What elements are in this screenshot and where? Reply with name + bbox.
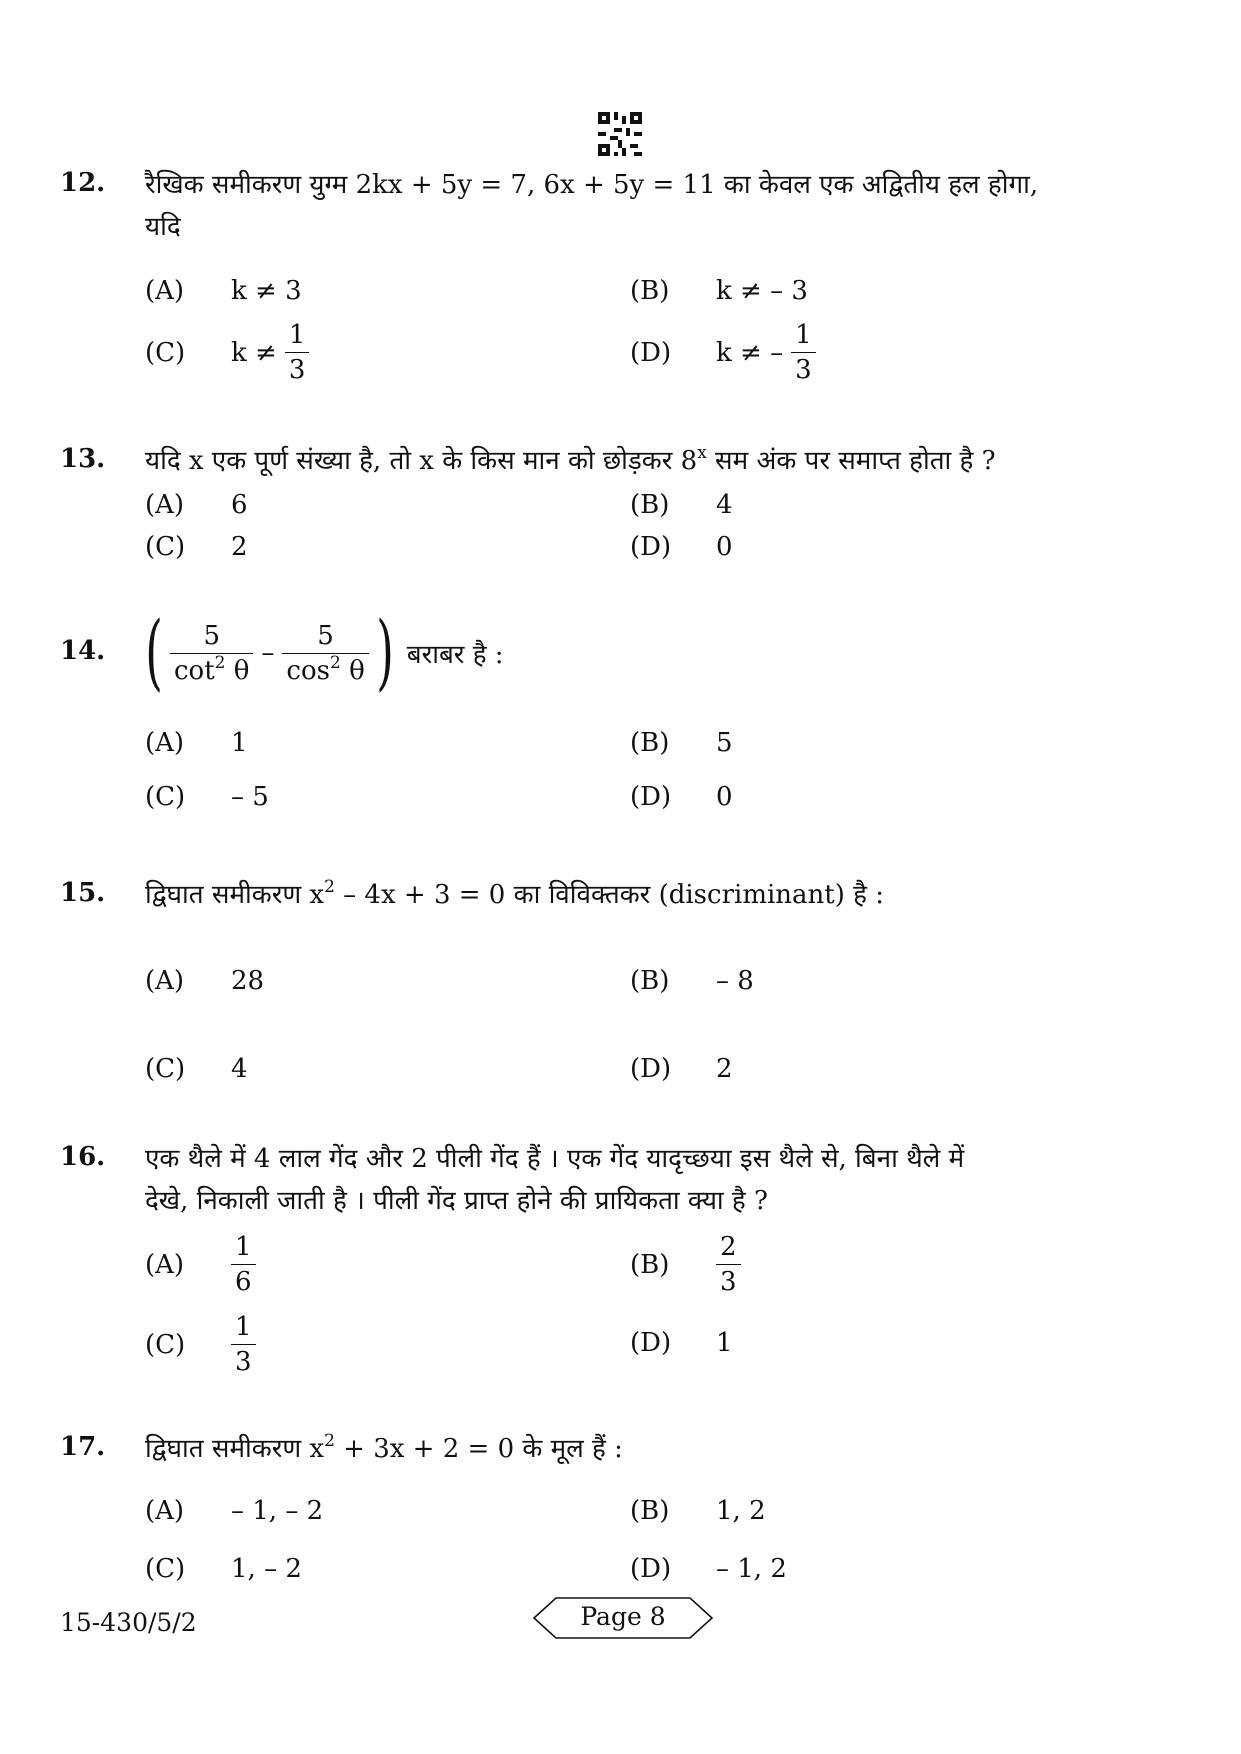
option-label: (C) [145, 1554, 186, 1584]
fraction-denominator: 3 [231, 1344, 256, 1377]
question-number: 14. [60, 636, 106, 666]
option-value: 6 [231, 490, 248, 520]
option-a [145, 728, 248, 758]
option-value: 0 [716, 782, 733, 812]
option-c [145, 1312, 256, 1377]
denominator-base: cot [174, 655, 215, 686]
option-d [630, 782, 733, 812]
option-label: (B) [630, 966, 670, 996]
option-d [630, 1054, 733, 1084]
fraction-numerator: 1 [235, 1312, 252, 1342]
question-text-line: रैखिक समीकरण युग्म 2kx + 5y = 7, 6x + 5y = 11 का केवल एक अद्वितीय हल होगा, [145, 170, 1039, 200]
option-b [630, 1232, 741, 1297]
right-parenthesis: ) [375, 605, 394, 700]
option-label: (D) [630, 782, 672, 812]
option-value: 1, 2 [716, 1496, 766, 1526]
question-text-line: एक थैले में 4 लाल गेंद और 2 पीली गेंद हैं । एक गेंद यादृच्छया इस थैले से, बिना थैले में [145, 1144, 965, 1174]
option-label: (D) [630, 1554, 672, 1584]
qr-code-icon [598, 112, 642, 156]
option-label: (B) [630, 276, 670, 306]
option-label: (A) [145, 490, 185, 520]
option-d [630, 320, 816, 385]
option-label: (A) [145, 276, 185, 306]
option-label: (C) [145, 782, 186, 812]
page-number-badge [532, 1596, 714, 1640]
question-expression [138, 605, 504, 700]
question-text [145, 164, 1135, 248]
option-prefix: k ≠ [231, 337, 277, 368]
option-value: 1 [716, 1328, 733, 1358]
option-value: 28 [231, 966, 265, 996]
option-value: 2 [231, 532, 248, 562]
option-prefix: k ≠ – [716, 337, 784, 368]
option-label: (B) [630, 728, 670, 758]
fraction-numerator: 5 [203, 620, 220, 651]
option-label: (C) [145, 337, 186, 368]
denominator-variable: θ [340, 655, 365, 686]
option-a [145, 276, 302, 306]
option-value: 0 [716, 532, 733, 562]
question-number: 17. [60, 1432, 106, 1462]
option-c [145, 320, 309, 385]
option-label: (D) [630, 532, 672, 562]
question-text [145, 440, 1135, 482]
option-value: – 1, – 2 [231, 1496, 324, 1526]
option-c [145, 1554, 302, 1584]
option-label: (D) [630, 337, 672, 368]
option-b [630, 966, 754, 996]
option-b [630, 490, 733, 520]
question-text-part: – 4x + 3 = 0 का विविक्तकर (discriminant) है : [334, 880, 884, 910]
question-text-part: द्विघात समीकरण x [145, 880, 325, 910]
option-value [716, 320, 816, 385]
minus-sign: – [261, 638, 275, 668]
question-number: 15. [60, 878, 106, 908]
question-text-part: सम अंक पर समाप्त होता है ? [706, 446, 996, 476]
option-a [145, 1496, 323, 1526]
fraction [716, 1232, 741, 1297]
fraction-denominator [170, 653, 253, 686]
option-label: (B) [630, 1249, 670, 1280]
fraction-numerator: 1 [235, 1232, 252, 1262]
option-value: – 1, 2 [716, 1554, 787, 1584]
denominator-variable: θ [225, 655, 250, 686]
fraction [282, 621, 368, 686]
option-a [145, 1232, 256, 1297]
option-c [145, 782, 269, 812]
option-label: (D) [630, 1328, 672, 1358]
option-value [231, 320, 309, 385]
option-label: (A) [145, 1496, 185, 1526]
left-parenthesis: ( [145, 605, 163, 700]
option-label: (C) [145, 1329, 186, 1360]
fraction-denominator [282, 653, 368, 686]
fraction [170, 621, 253, 686]
fraction-denominator: 3 [791, 352, 816, 385]
option-label: (C) [145, 1054, 186, 1084]
fraction-numerator: 2 [720, 1232, 737, 1262]
paper-code: 15-430/5/2 [60, 1608, 197, 1637]
option-b [630, 1496, 766, 1526]
question-text [145, 1428, 1135, 1470]
question-number: 16. [60, 1142, 106, 1172]
superscript: 2 [329, 652, 341, 673]
fraction-denominator: 3 [285, 352, 310, 385]
option-label: (B) [630, 1496, 670, 1526]
option-value: 5 [716, 728, 733, 758]
option-label: (A) [145, 1249, 185, 1280]
option-value: – 5 [231, 782, 269, 812]
fraction [231, 1232, 256, 1297]
superscript: 2 [214, 652, 226, 673]
fraction-numerator: 1 [288, 320, 306, 350]
question-text-part: यदि x एक पूर्ण संख्या है, तो x के किस मान को छोड़कर 8 [145, 446, 698, 476]
question-text [145, 1138, 1135, 1222]
option-d [630, 1328, 733, 1358]
fraction [791, 320, 816, 385]
fraction-numerator: 1 [795, 320, 812, 350]
question-number: 12. [60, 168, 106, 198]
option-d [630, 532, 733, 562]
fraction-numerator: 5 [317, 620, 334, 651]
fraction [285, 320, 310, 385]
superscript: 2 [324, 1431, 335, 1451]
option-value: k ≠ 3 [231, 276, 302, 306]
option-d [630, 1554, 787, 1584]
option-label: (C) [145, 532, 186, 562]
question-text [145, 874, 1135, 916]
option-value: 1 [231, 728, 248, 758]
option-label: (A) [145, 728, 185, 758]
option-a [145, 966, 264, 996]
option-label: (A) [145, 966, 185, 996]
superscript: x [697, 443, 707, 463]
question-text-part: बराबर है : [406, 640, 504, 670]
fraction [231, 1312, 256, 1377]
option-b [630, 728, 733, 758]
option-label: (B) [630, 490, 670, 520]
question-number: 13. [60, 444, 106, 474]
option-value: 4 [716, 490, 733, 520]
fraction-denominator: 3 [716, 1264, 741, 1297]
option-value: k ≠ – 3 [716, 276, 808, 306]
denominator-base: cos [286, 655, 330, 686]
option-label: (D) [630, 1054, 672, 1084]
option-b [630, 276, 808, 306]
option-value: 2 [716, 1054, 733, 1084]
page-number: Page 8 [580, 1602, 666, 1631]
option-value: 1, – 2 [231, 1554, 302, 1584]
superscript: 2 [324, 877, 335, 897]
option-c [145, 532, 248, 562]
option-value: 4 [231, 1054, 248, 1084]
option-a [145, 490, 248, 520]
option-c [145, 1054, 248, 1084]
question-text-part: द्विघात समीकरण x [145, 1434, 325, 1464]
question-text-line: यदि [145, 212, 181, 242]
option-value: – 8 [716, 966, 754, 996]
fraction-denominator: 6 [231, 1264, 256, 1297]
question-text-part: + 3x + 2 = 0 के मूल हैं : [334, 1434, 623, 1464]
question-text-line: देखे, निकाली जाती है । पीली गेंद प्राप्त होने की प्रायिकता क्या है ? [145, 1186, 768, 1216]
